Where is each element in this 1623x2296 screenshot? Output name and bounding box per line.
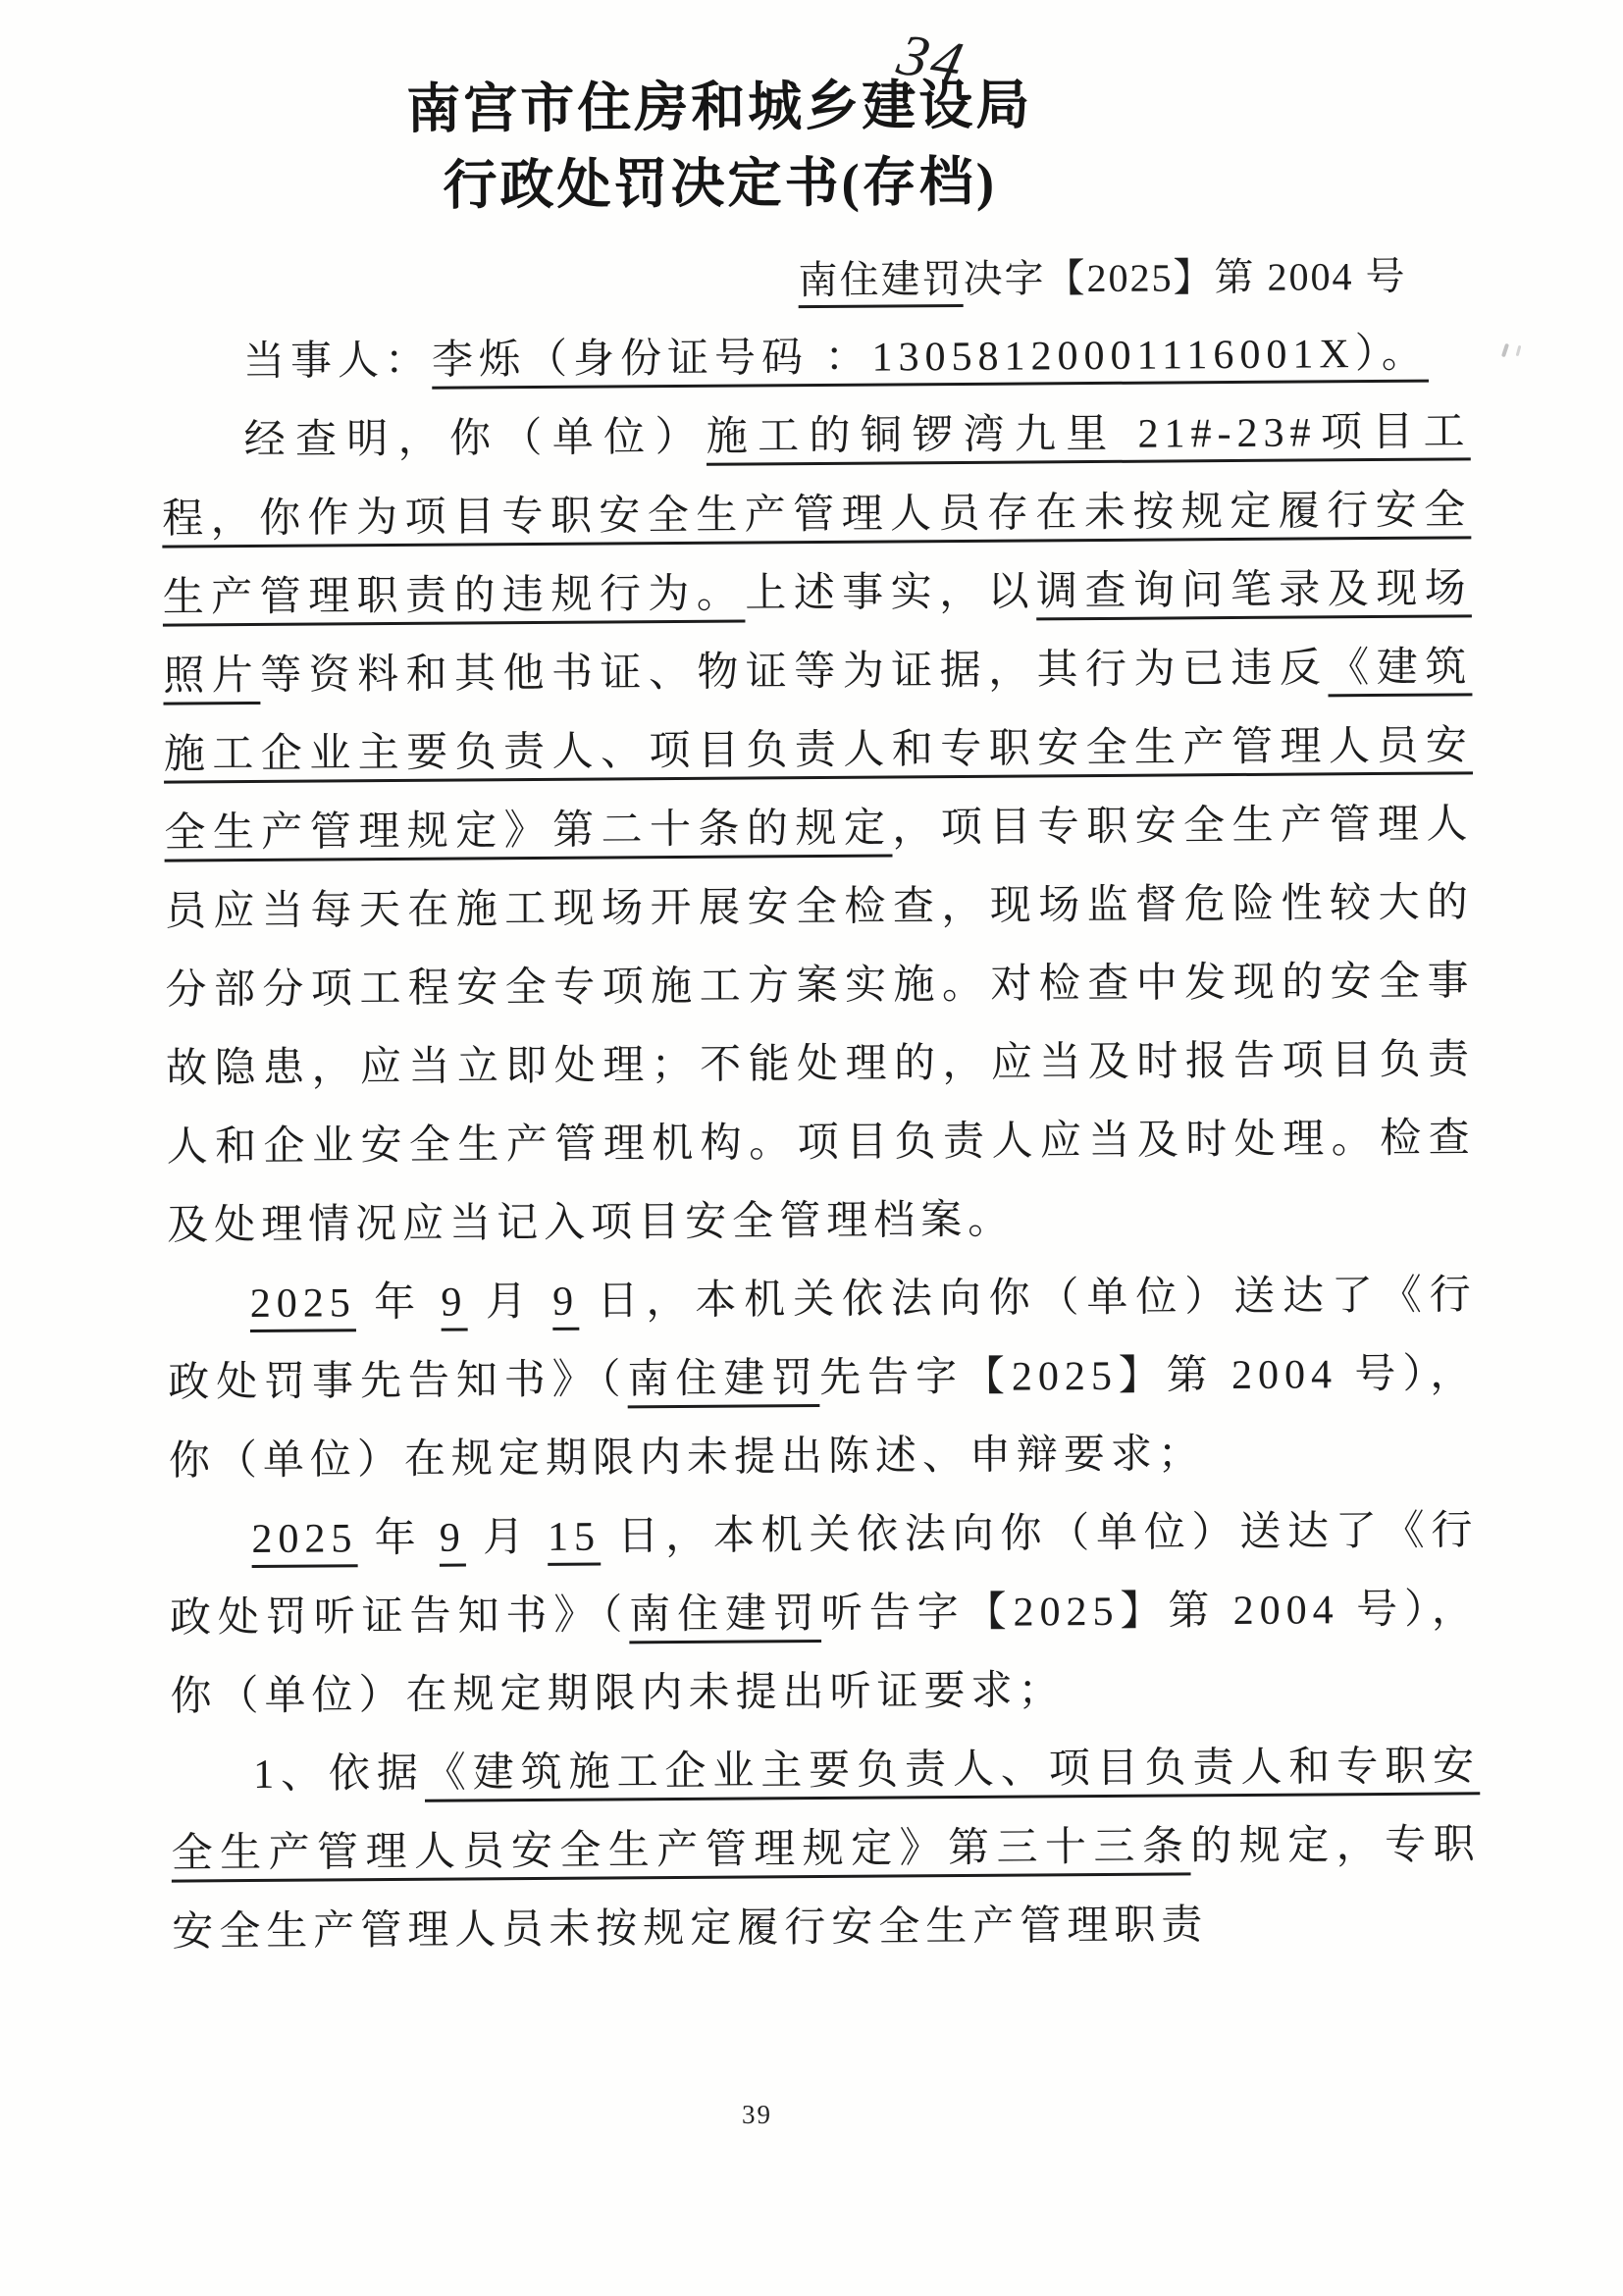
paragraph: [167, 1256, 1478, 1500]
text-segment: 月: [465, 1514, 549, 1561]
scan-artifact: [1516, 345, 1522, 356]
text-segment: 日，本机关依法向你（单位）送达了《行政处罚事先告知书》（: [168, 1273, 1477, 1406]
underlined-text-segment: 南住建罚: [629, 1591, 822, 1639]
handwritten-page-note: 34: [892, 22, 973, 96]
text-segment: 等资料和其他书证、物证等为证据，其行为已违反: [260, 646, 1329, 699]
text-segment: 日，本机关依法向你（单位）送达了《行政处罚听证告知书》（: [169, 1508, 1479, 1642]
text-segment: 年: [355, 1279, 442, 1327]
underlined-text-segment: 15: [547, 1514, 602, 1560]
underlined-text-segment: 南住建罚: [627, 1355, 820, 1403]
document-content: [159, 64, 1481, 1971]
underlined-text-segment: 9: [441, 1279, 468, 1326]
text-segment: 1、依据: [252, 1750, 425, 1799]
text-segment: 听告字【2025】第 2004 号），你（单位）在规定期限内未提出听证要求；: [170, 1587, 1480, 1720]
text-segment: 先告字【2025】第 2004 号），你（单位）在规定期限内未提出陈述、申辩要求；: [168, 1351, 1478, 1485]
underlined-text-segment: 2025: [249, 1280, 356, 1328]
paragraph: [171, 1727, 1482, 1971]
text-segment: 经查明，你（单位）: [243, 414, 707, 464]
document-number: [160, 244, 1469, 309]
text-segment: 的规定，专职安全生产管理人员未按规定履行安全生产管理职责: [172, 1822, 1481, 1956]
paragraph: [161, 314, 1471, 401]
text-segment: 决字【2025】第 2004 号: [963, 253, 1407, 301]
text-segment: 月: [467, 1278, 553, 1326]
scan-artifact: [1501, 343, 1509, 358]
document-body: [161, 314, 1482, 1971]
underlined-text-segment: 9: [439, 1515, 466, 1561]
text-segment: 年: [357, 1515, 440, 1562]
page-number: 39: [742, 2100, 772, 2129]
document-title-line2: 行政处罚决定书(存档): [443, 151, 998, 216]
document-title-line1: 南宫市住房和城乡建设局: [406, 75, 1033, 139]
text-segment: 当事人：: [242, 338, 433, 386]
document-title: [65, 65, 1375, 227]
underlined-text-segment: 南住建罚: [798, 256, 964, 303]
underlined-text-segment: 调查询问笔录及现场照片: [163, 566, 1472, 700]
underlined-text-segment: 9: [551, 1278, 580, 1325]
underlined-text-segment: 李烁（身份证号码 ：13058120001116001X）。: [431, 331, 1429, 384]
paragraph: [169, 1491, 1480, 1736]
underlined-text-segment: 《建筑施工企业主要负责人、项目负责人和专职安全生产管理人员安全生产管理规定》第二十条的规定: [163, 645, 1473, 857]
underlined-text-segment: 《建筑施工企业主要负责人、项目负责人和专职安全生产管理人员安全生产管理规定》第三十三条: [171, 1744, 1481, 1877]
paragraph: [161, 392, 1476, 1265]
text-segment: ，项目专职安全生产管理人员应当每天在施工现场开展安全检查，现场监督危险性较大的分部分项工程安全专项施工方案实施。对检查中发现的安全事故隐患，应当立即处理；不能处理的，应当及时报告项目负责人和企业安全生产管理机构。项目负责人应当及时处理。检查及处理情况应当记入项目安全管理档案。: [164, 802, 1476, 1249]
underlined-text-segment: 施工的铜锣湾九里 21#-23#项目工程，你作为项目专职安全生产管理人员存在未按规定履行安全生产管理职责的违规行为。: [162, 409, 1472, 621]
text-segment: 上述事实，以: [745, 569, 1037, 617]
underlined-text-segment: 2025: [251, 1516, 358, 1563]
